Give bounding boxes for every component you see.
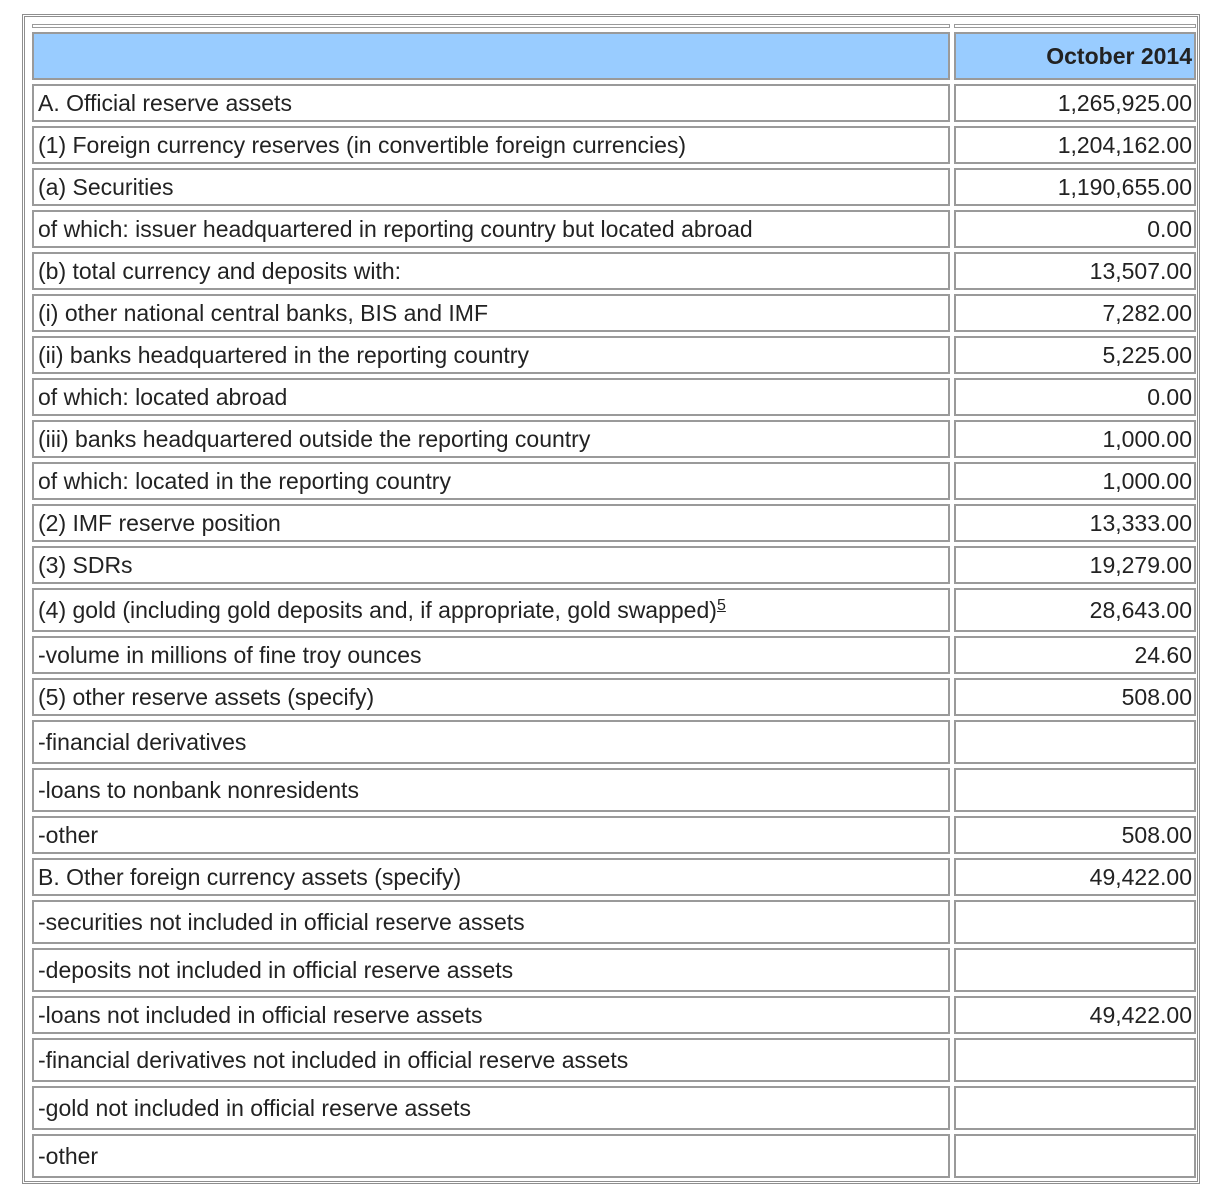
row-label: (ii) banks headquartered in the reporting country	[32, 336, 950, 374]
header-label-cell	[32, 32, 950, 80]
table-row	[32, 378, 1196, 416]
header-period-cell: October 2014	[954, 32, 1196, 80]
row-label: -loans not included in official reserve assets	[32, 996, 950, 1034]
row-label: -deposits not included in official reserve assets	[32, 948, 950, 992]
row-label: of which: issuer headquartered in reporting country but located abroad	[32, 210, 950, 248]
table-row	[32, 504, 1196, 542]
table-row	[32, 294, 1196, 332]
row-label: (b) total currency and deposits with:	[32, 252, 950, 290]
table-row	[32, 462, 1196, 500]
row-value: 508.00	[954, 678, 1196, 716]
row-label: (5) other reserve assets (specify)	[32, 678, 950, 716]
row-label: (2) IMF reserve position	[32, 504, 950, 542]
row-label: (3) SDRs	[32, 546, 950, 584]
table-row	[32, 678, 1196, 716]
row-label: (a) Securities	[32, 168, 950, 206]
reserve-assets-table	[28, 20, 1200, 1182]
row-value	[954, 948, 1196, 992]
row-value: 13,333.00	[954, 504, 1196, 542]
row-label: -gold not included in official reserve assets	[32, 1086, 950, 1130]
row-label: of which: located in the reporting country	[32, 462, 950, 500]
row-value	[954, 1086, 1196, 1130]
table-row	[32, 168, 1196, 206]
table-row	[32, 546, 1196, 584]
row-value: 1,000.00	[954, 462, 1196, 500]
row-label: -other	[32, 1134, 950, 1178]
top-strip-cell	[954, 24, 1196, 28]
row-value: 49,422.00	[954, 996, 1196, 1034]
row-value	[954, 900, 1196, 944]
table-row	[32, 996, 1196, 1034]
row-label: of which: located abroad	[32, 378, 950, 416]
row-label: (i) other national central banks, BIS and IMF	[32, 294, 950, 332]
table-row	[32, 588, 1196, 632]
row-value	[954, 768, 1196, 812]
table-row	[32, 126, 1196, 164]
row-label: -financial derivatives	[32, 720, 950, 764]
row-label	[32, 588, 950, 632]
row-label: B. Other foreign currency assets (specify)	[32, 858, 950, 896]
row-value: 0.00	[954, 210, 1196, 248]
table-row	[32, 858, 1196, 896]
row-label: -loans to nonbank nonresidents	[32, 768, 950, 812]
table-row	[32, 948, 1196, 992]
row-value: 1,000.00	[954, 420, 1196, 458]
top-strip-cell	[32, 24, 950, 28]
row-label: -other	[32, 816, 950, 854]
row-value: 24.60	[954, 636, 1196, 674]
row-value	[954, 1038, 1196, 1082]
gold-label-text: (4) gold (including gold deposits and, if appropriate, gold swapped)	[38, 597, 717, 623]
row-value: 1,265,925.00	[954, 84, 1196, 122]
row-value: 28,643.00	[954, 588, 1196, 632]
table-row	[32, 1038, 1196, 1082]
row-label: -volume in millions of fine troy ounces	[32, 636, 950, 674]
row-label: -securities not included in official reserve assets	[32, 900, 950, 944]
row-label: (1) Foreign currency reserves (in convertible foreign currencies)	[32, 126, 950, 164]
row-label: A. Official reserve assets	[32, 84, 950, 122]
row-value: 49,422.00	[954, 858, 1196, 896]
table-frame	[22, 14, 1200, 1184]
table-row	[32, 420, 1196, 458]
table-row	[32, 1086, 1196, 1130]
row-value: 13,507.00	[954, 252, 1196, 290]
row-value: 5,225.00	[954, 336, 1196, 374]
row-value: 1,204,162.00	[954, 126, 1196, 164]
row-value: 7,282.00	[954, 294, 1196, 332]
row-label: (iii) banks headquartered outside the reporting country	[32, 420, 950, 458]
row-value: 0.00	[954, 378, 1196, 416]
footnote-link[interactable]: 5	[716, 597, 726, 614]
table-row	[32, 1134, 1196, 1178]
table-row	[32, 252, 1196, 290]
table-row	[32, 768, 1196, 812]
header-row	[32, 32, 1196, 80]
row-value: 19,279.00	[954, 546, 1196, 584]
table-row	[32, 636, 1196, 674]
table-top-strip	[32, 24, 1196, 28]
table-row	[32, 84, 1196, 122]
table-row	[32, 900, 1196, 944]
row-value	[954, 1134, 1196, 1178]
table-row	[32, 210, 1196, 248]
row-value	[954, 720, 1196, 764]
row-value: 508.00	[954, 816, 1196, 854]
row-label: -financial derivatives not included in official reserve assets	[32, 1038, 950, 1082]
table-row	[32, 336, 1196, 374]
table-row	[32, 816, 1196, 854]
row-value: 1,190,655.00	[954, 168, 1196, 206]
table-row	[32, 720, 1196, 764]
